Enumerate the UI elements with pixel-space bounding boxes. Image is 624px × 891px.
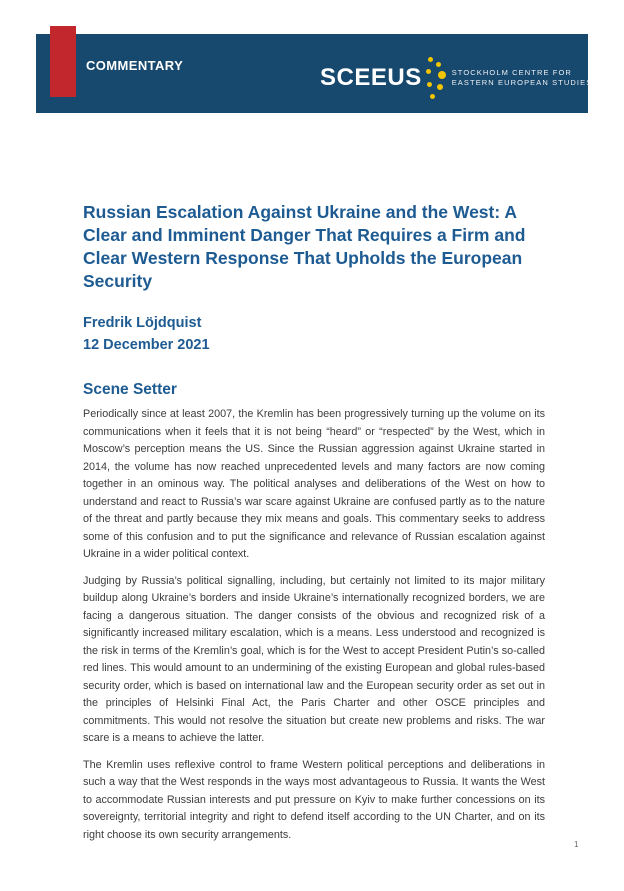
page-number: 1 [574,840,579,849]
sceeus-logo [320,52,592,104]
sceeus-tagline [452,68,593,88]
sceeus-tagline-line2: EASTERN EUROPEAN STUDIES [451,78,593,87]
article-content [83,201,545,853]
sceeus-tagline-line1: STOCKHOLM CENTRE FOR [451,68,572,77]
category-label: COMMENTARY [86,58,184,73]
sceeus-wordmark: SCEEUS [320,64,422,91]
section-heading: Scene Setter [83,381,177,398]
publication-date: 12 December 2021 [83,337,210,353]
red-accent-bar [50,26,76,97]
article-body [83,406,545,844]
paragraph: Periodically since at least 2007, the Kremlin has been progressively turning up the volume on its communications when it feels that it is not being “heard” or “respected” by the West, which in Moscow’s perception means the US. Since the Russian aggression against Ukraine started in 2014, the volume has now reached unprecedented levels and many factors are now coming together in an ominous way. The political analyses and deliberations of the West on how to understand and react to Russia’s war scare against Ukraine are confused partly as to the nature of the threat and partly because they mix means and goals. This commentary seeks to address some of this confusion and to put the significance and relevance of Russian escalation against Ukraine in a wider political context. [83,408,545,560]
paragraph: Judging by Russia’s political signalling, including, but certainly not limited to its major military buildup along Ukraine’s borders and inside Ukraine’s internationally recognized borders, we are facing a dangerous situation. The danger consists of the obvious and recognized risk of a significantly increased military escalation, which is a means. Less understood and recognized is the risk in terms of the Kremlin’s goal, which is for the West to accept President Putin’s so-called red lines. This would amount to an undermining of the existing European and global rules-based security order, which is based on international law and the European security order as set out in the principles of Helsinki Final Act, the Paris Charter and other OSCE principles and commitments. This would not resolve the situation but create new problems and risks. The war scare is a means to achieve the latter. [83,574,545,744]
byline [83,312,545,356]
author-name: Fredrik Löjdquist [83,315,202,331]
sceeus-dots-icon [424,53,448,103]
paragraph: The Kremlin uses reflexive control to frame Western political perceptions and deliberations in such a way that the West responds in the ways most advantageous to Russia. It wants the West to accommodate Russian interests and put pressure on Kyiv to make further concessions on its sovereignty, territorial integrity and right to defend itself according to the UN Charter, and on its right choose its own security arrangements. [83,758,545,841]
article-title: Russian Escalation Against Ukraine and the West: A Clear and Imminent Danger That Requires a Firm and Clear Western Response That Upholds the European Security [83,202,526,291]
